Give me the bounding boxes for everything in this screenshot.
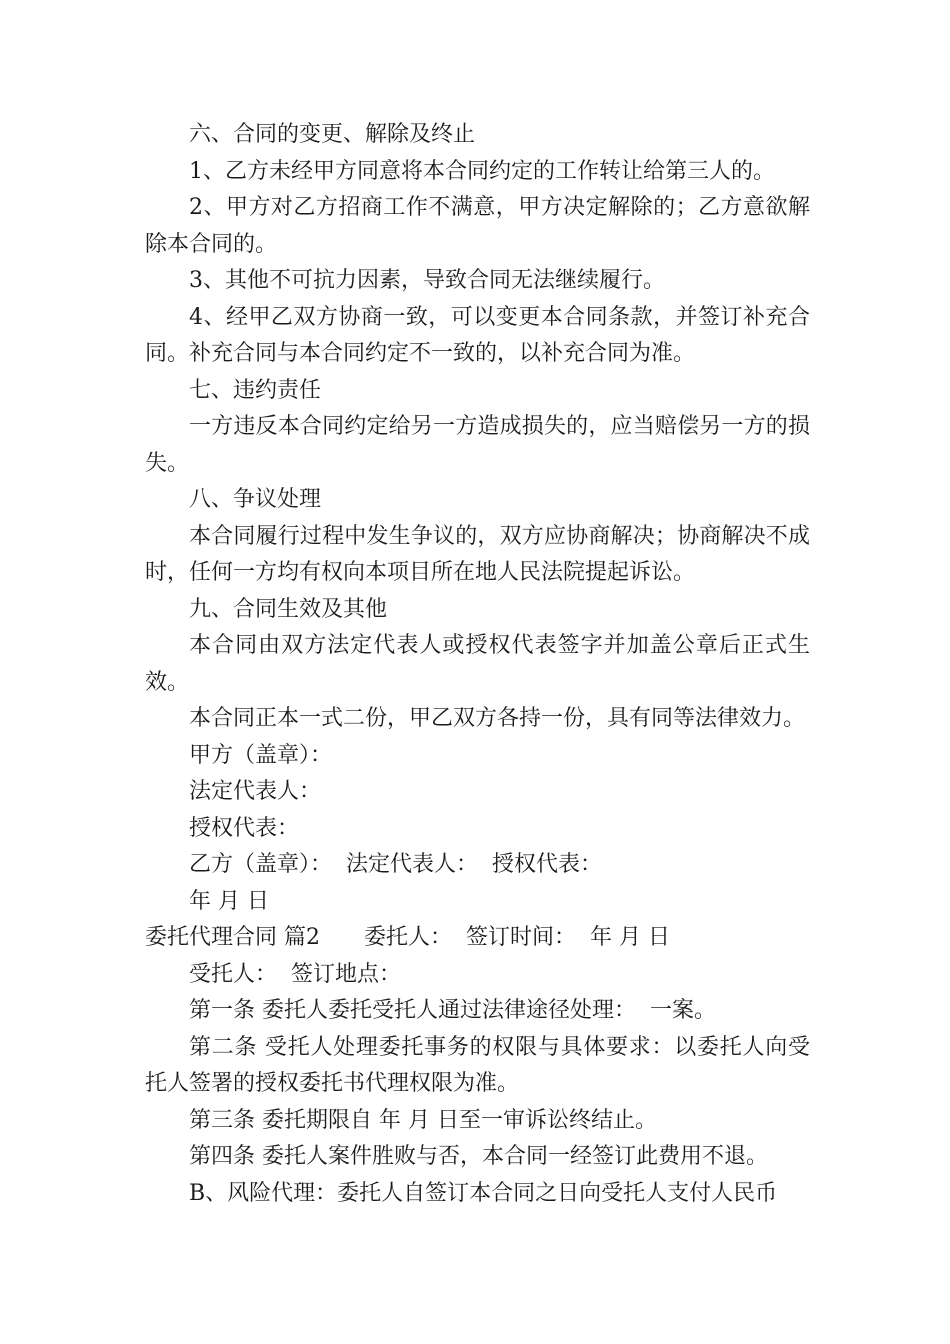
clause-9-2: 本合同正本一式二份，甲乙双方各持一份，具有同等法律效力。 (189, 706, 806, 731)
section-heading-8: 八、争议处理 (189, 487, 322, 512)
clause-9-1: 本合同由双方法定代表人或授权代表签字并加盖公章后正式生效。 (145, 633, 810, 695)
contract-2-title-line (145, 920, 810, 957)
clause-6-1: 1、乙方未经甲方同意将本合同约定的工作转让给第三人的。 (189, 158, 775, 184)
party-a-legal-rep-line: 法定代表人： (189, 779, 322, 804)
trustee-line: 受托人： 签订地点： (189, 961, 401, 987)
article-1: 第一条 委托人委托受托人通过法律途径处理： 一案。 (189, 998, 716, 1023)
section-heading-6: 六、合同的变更、解除及终止 (189, 122, 476, 147)
date-line: 年 月 日 (189, 888, 269, 914)
contract-2-title: 委托代理合同 篇2 (145, 925, 320, 950)
contract-2-title-rest: 委托人： 签订时间： 年 月 日 (364, 925, 670, 950)
clause-6-2: 2、甲方对乙方招商工作不满意，甲方决定解除的；乙方意欲解除本合同的。 (145, 195, 810, 257)
article-4: 第四条 委托人案件胜败与否，本合同一经签订此费用不退。 (189, 1144, 768, 1169)
document-body (145, 117, 810, 1212)
section-heading-9: 九、合同生效及其他 (189, 596, 388, 622)
section-heading-7: 七、违约责任 (189, 377, 322, 403)
clause-6-4: 4、经甲乙双方协商一致，可以变更本合同条款，并签订补充合同。补充合同与本合同约定不一致的，以补充合同为准。 (145, 304, 810, 366)
party-a-seal-line: 甲方（盖章）： (189, 742, 333, 768)
article-3: 第三条 委托期限自 年 月 日至一审诉讼终结止。 (189, 1107, 657, 1133)
clause-8: 本合同履行过程中发生争议的，双方应协商解决；协商解决不成时，任何一方均有权向本项目所在地人民法院提起诉讼。 (145, 523, 810, 585)
party-a-authorized-rep-line: 授权代表： (189, 815, 300, 841)
clause-6-3: 3、其他不可抗力因素，导致合同无法继续履行。 (189, 268, 665, 293)
risk-agency-clause: B、风险代理：委托人自签订本合同之日向受托人支付人民币 (189, 1180, 778, 1206)
article-2: 第二条 受托人处理委托事务的权限与具体要求：以委托人向受托人签署的授权委托书代理权限为准。 (145, 1034, 810, 1096)
party-b-signature-line: 乙方（盖章）： 法定代表人： 授权代表： (189, 852, 602, 877)
clause-7: 一方违反本合同约定给另一方造成损失的，应当赔偿另一方的损失。 (145, 414, 810, 476)
